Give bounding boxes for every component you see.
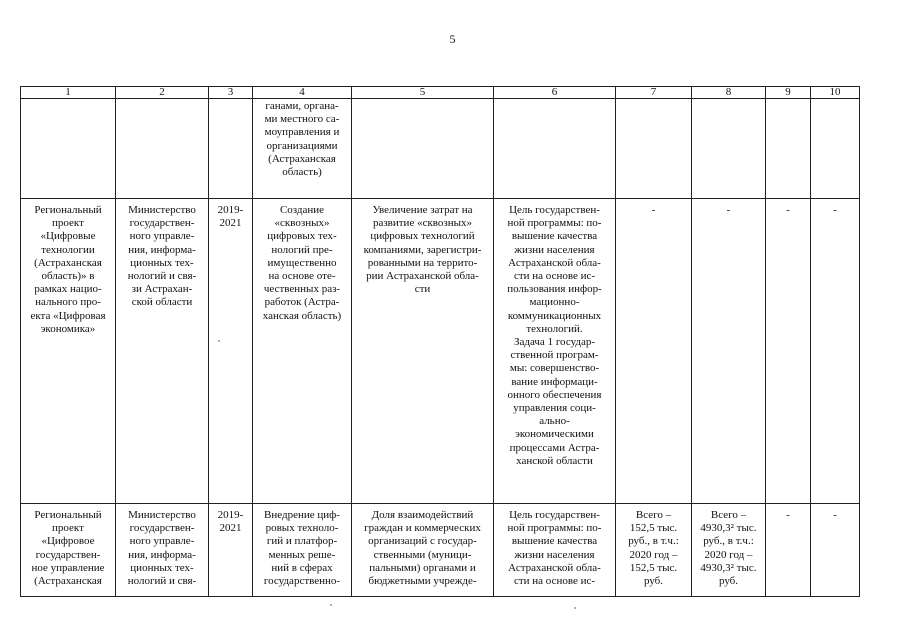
cell-text: Создание «сквозных» цифровых тех- нологий пре- имущественно на основе оте- чественных раз- работок (Астра- ханская область) bbox=[262, 204, 342, 322]
column-number-7: 7 bbox=[616, 87, 692, 99]
table-cell bbox=[352, 199, 494, 504]
scan-artifact bbox=[218, 340, 220, 342]
column-number-6: 6 bbox=[494, 87, 616, 99]
column-number-8: 8 bbox=[692, 87, 766, 99]
column-number-1: 1 bbox=[21, 87, 116, 99]
table-cell bbox=[209, 504, 253, 597]
cell-text: ганами, органа- ми местного са- моуправления и организациями (Астраханская область) bbox=[264, 100, 340, 179]
table-cell bbox=[692, 504, 766, 597]
cell-text: - bbox=[786, 204, 790, 216]
cell-text: Региональный проект «Цифровые технологии (Астраханская область)» в рамках нацио- нального про- екта «Цифровая экономика» bbox=[30, 204, 106, 335]
column-number-5: 5 bbox=[352, 87, 494, 99]
table-cell bbox=[766, 199, 811, 504]
cell-text: Всего – 152,5 тыс. руб., в т.ч.: 2020 год – 152,5 тыс. руб. bbox=[628, 509, 679, 588]
cell-text: Всего – 4930,3² тыс. руб., в т.ч.: 2020 год – 4930,3² тыс. руб. bbox=[700, 509, 757, 588]
table-cell bbox=[21, 99, 116, 199]
table-row bbox=[21, 199, 860, 504]
table-row bbox=[21, 99, 860, 199]
scan-artifact bbox=[574, 607, 576, 609]
table-cell bbox=[209, 99, 253, 199]
table-cell bbox=[766, 99, 811, 199]
column-number-10: 10 bbox=[811, 87, 860, 99]
cell-text: 2019- 2021 bbox=[217, 509, 244, 535]
table-cell bbox=[494, 504, 616, 597]
program-table bbox=[20, 86, 860, 597]
cell-text: Цель государствен- ной программы: по- вышение качества жизни населения Астраханской обла- сти на основе ис- пользования инфор- мационно- коммуникационных технологий. Задача 1 государ- ственной програм- мы: совершенство- вание информаци- онного обеспечения управления соци- ально- экономическими процессами Астра- ханской области bbox=[507, 204, 602, 467]
table-cell bbox=[352, 504, 494, 597]
column-number-2: 2 bbox=[116, 87, 209, 99]
table-cell bbox=[21, 504, 116, 597]
table-cell bbox=[494, 99, 616, 199]
table-cell bbox=[692, 99, 766, 199]
table-cell bbox=[811, 199, 860, 504]
cell-text: Внедрение циф- ровых техноло- гий и платфор- менных реше- ний в сферах государственно- bbox=[263, 509, 341, 588]
table-cell bbox=[116, 99, 209, 199]
cell-text: Министерство государствен- ного управле- ния, информа- ционных тех- нологий и свя- bbox=[127, 509, 197, 588]
cell-text: Региональный проект «Цифровое государствен- ное управление (Астраханская bbox=[31, 509, 105, 588]
cell-text: - bbox=[833, 204, 837, 216]
table-cell bbox=[352, 99, 494, 199]
cell-text: Доля взаимодействий граждан и коммерческих организаций с государ- ственными (муници- пальными) органами и бюджетными учрежде- bbox=[364, 509, 481, 588]
table-header-row bbox=[21, 87, 860, 99]
column-number-4: 4 bbox=[253, 87, 352, 99]
cell-text: - bbox=[833, 509, 837, 521]
page-number: 5 bbox=[449, 32, 456, 46]
table-cell bbox=[253, 504, 352, 597]
table-cell bbox=[811, 99, 860, 199]
cell-text: - bbox=[786, 509, 790, 521]
table-cell bbox=[253, 199, 352, 504]
table-cell bbox=[116, 199, 209, 504]
cell-text: 2019- 2021 bbox=[217, 204, 244, 230]
column-number-3: 3 bbox=[209, 87, 253, 99]
table-cell bbox=[616, 199, 692, 504]
table-row bbox=[21, 504, 860, 597]
table-cell bbox=[116, 504, 209, 597]
cell-text: Министерство государствен- ного управле- ния, информа- ционных тех- нологий и свя- зи Астрахан- ской области bbox=[127, 204, 197, 309]
column-number-9: 9 bbox=[766, 87, 811, 99]
table-cell bbox=[811, 504, 860, 597]
scan-artifact bbox=[330, 604, 332, 606]
table-cell bbox=[209, 199, 253, 504]
table-cell bbox=[616, 99, 692, 199]
cell-text: Увеличение затрат на развитие «сквозных» цифровых технологий компаниями, зарегистри- рованными на террито- рии Астраханской обла- сти bbox=[363, 204, 482, 296]
cell-text: - bbox=[726, 204, 731, 216]
table-cell bbox=[616, 504, 692, 597]
table-cell bbox=[494, 199, 616, 504]
table-cell bbox=[692, 199, 766, 504]
table-cell bbox=[21, 199, 116, 504]
cell-text: - bbox=[651, 204, 656, 216]
table-cell bbox=[253, 99, 352, 199]
cell-text: Цель государствен- ной программы: по- вышение качества жизни населения Астраханской обла- сти на основе ис- bbox=[507, 509, 602, 588]
table-cell bbox=[766, 504, 811, 597]
